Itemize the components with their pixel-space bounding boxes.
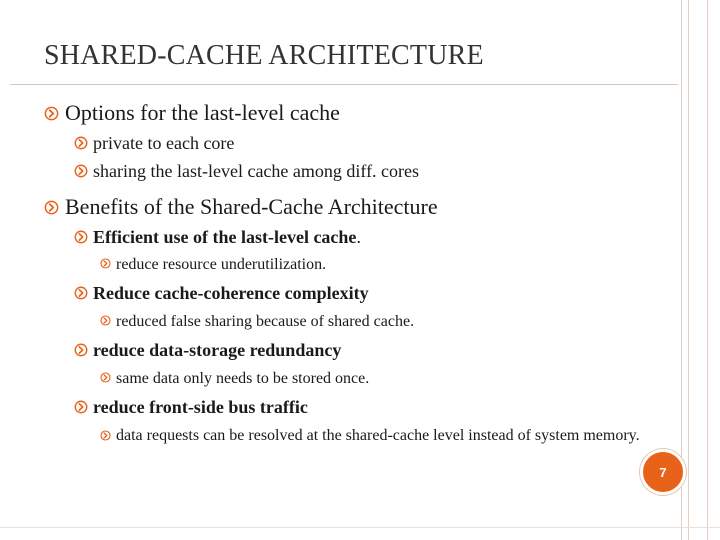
benefit-detail [100, 370, 369, 388]
bullet-options [44, 100, 340, 126]
benefit-detail-text: reduced false sharing because of shared cache. [116, 313, 415, 330]
circle-arrow-bullet-icon [100, 372, 111, 383]
circle-arrow-bullet-icon [100, 258, 111, 269]
benefit-label: reduce front-side bus traffic [93, 397, 308, 417]
benefit-item [74, 340, 341, 361]
benefits-heading: Benefits of the Shared-Cache Architecture [65, 194, 438, 219]
benefit-item [74, 397, 308, 418]
page-number-badge: 7 [640, 449, 686, 495]
title-divider [10, 84, 678, 85]
benefit-item [74, 227, 361, 248]
slide-title: SHARED-CACHE ARCHITECTURE [44, 40, 484, 71]
benefit-detail-text: same data only needs to be stored once. [116, 370, 370, 387]
circle-arrow-bullet-icon [44, 106, 59, 121]
benefit-detail [100, 313, 414, 331]
circle-arrow-bullet-icon [74, 136, 88, 150]
benefit-label: Efficient use of the last-level cache [93, 227, 357, 247]
benefit-detail-text: data requests can be resolved at the shared-cache level instead of system memory. [116, 427, 640, 444]
circle-arrow-bullet-icon [74, 230, 88, 244]
benefit-detail-text: reduce resource underutilization. [116, 256, 327, 273]
circle-arrow-bullet-icon [74, 286, 88, 300]
benefit-label-suffix: . [356, 227, 361, 247]
circle-arrow-bullet-icon [44, 200, 59, 215]
options-heading: Options for the last-level cache [65, 100, 340, 125]
circle-arrow-bullet-icon [100, 315, 111, 326]
options-item [74, 133, 234, 154]
benefit-label: reduce data-storage redundancy [93, 340, 342, 360]
circle-arrow-bullet-icon [100, 430, 111, 441]
bullet-benefits [44, 194, 438, 220]
options-item [74, 161, 419, 182]
benefit-item [74, 283, 369, 304]
benefit-detail [100, 256, 326, 274]
circle-arrow-bullet-icon [74, 164, 88, 178]
circle-arrow-bullet-icon [74, 400, 88, 414]
options-item-text: private to each core [93, 133, 235, 153]
options-item-text: sharing the last-level cache among diff. cores [93, 161, 420, 181]
benefit-label: Reduce cache-coherence complexity [93, 283, 369, 303]
circle-arrow-bullet-icon [74, 343, 88, 357]
benefit-detail [100, 426, 116, 437]
